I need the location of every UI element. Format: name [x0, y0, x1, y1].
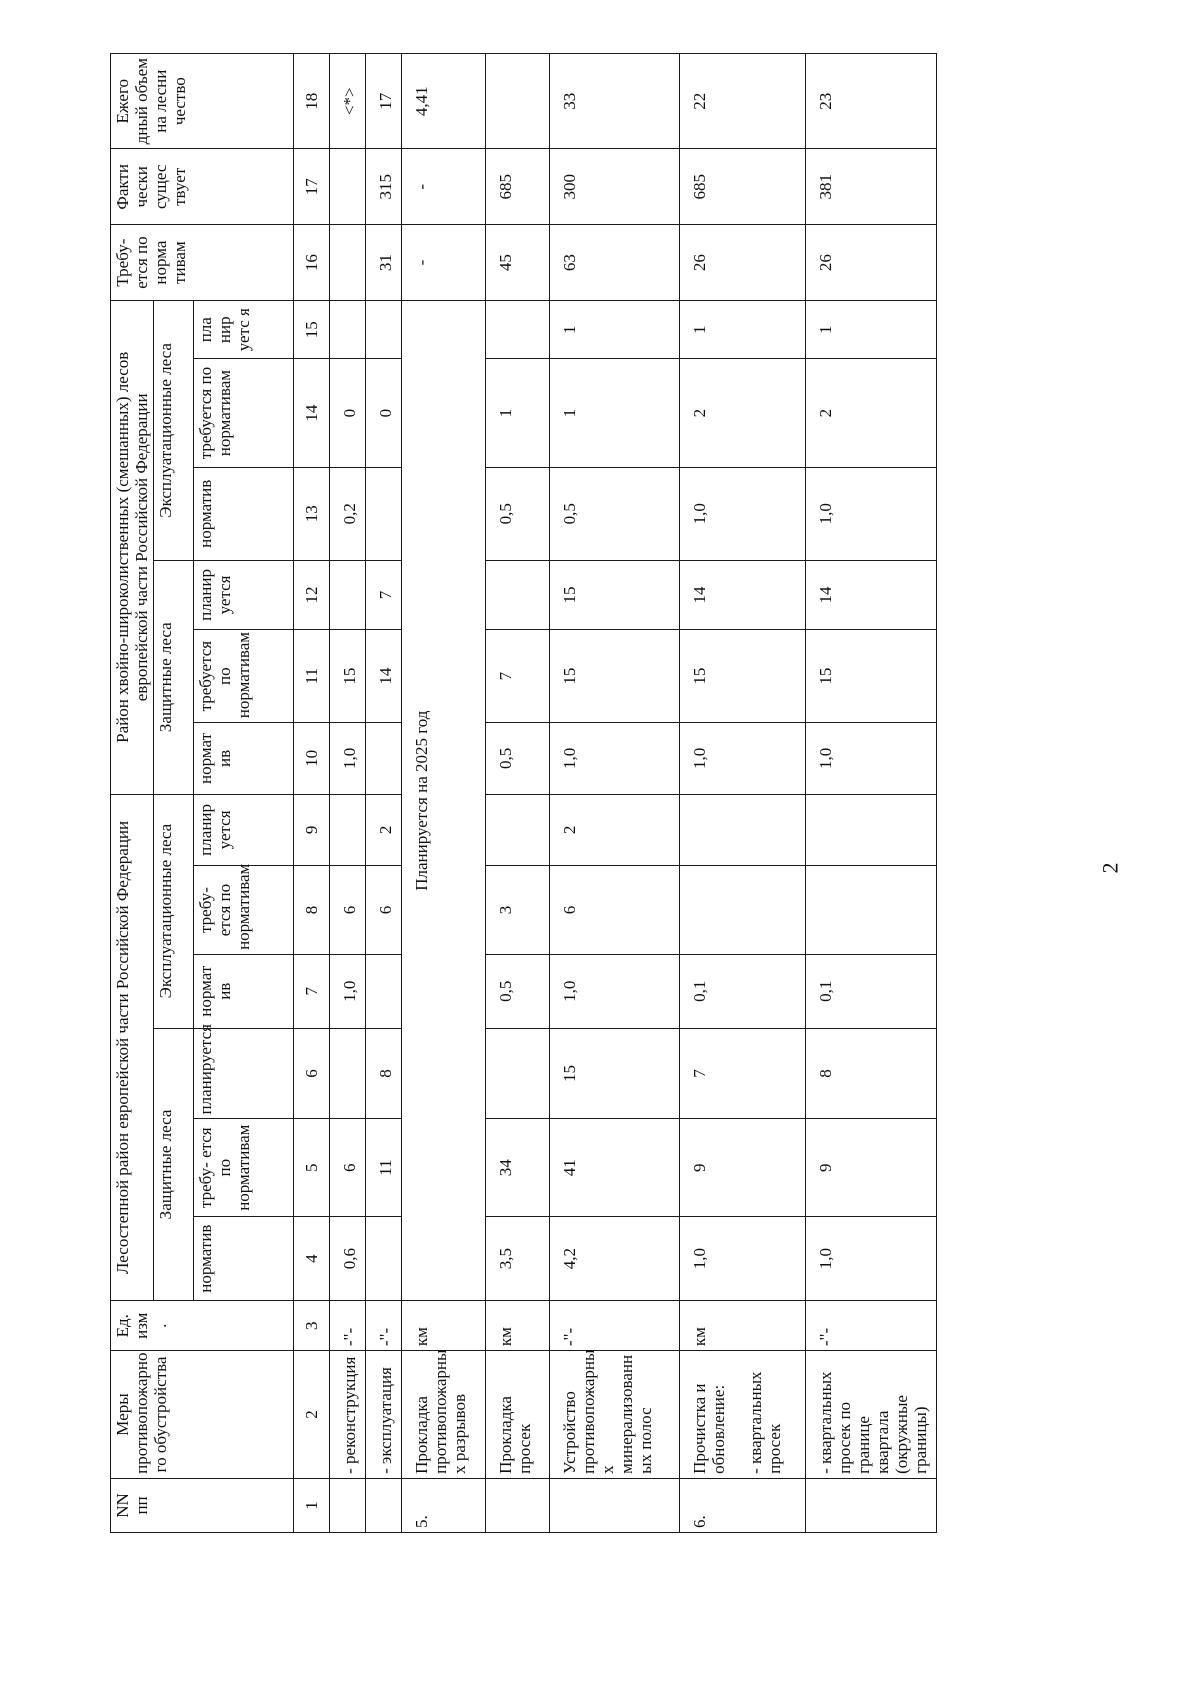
cell: 0	[330, 359, 366, 467]
cell: 1	[486, 359, 550, 467]
cell: 17	[366, 54, 402, 149]
cell: 1,0	[330, 723, 366, 794]
cell	[330, 794, 366, 866]
cell: 15	[550, 630, 680, 723]
fire-measures-table	[110, 53, 937, 1533]
hdr-exploit-1: Эксплуатационные леса	[154, 794, 194, 1028]
cell: 41	[550, 1119, 680, 1216]
cell: 685	[486, 149, 550, 225]
cell: 3	[486, 866, 550, 955]
column-number: 4	[294, 1216, 330, 1300]
cell: 685	[680, 149, 806, 225]
cell	[330, 225, 366, 301]
cell	[366, 1478, 402, 1532]
cell: 45	[486, 225, 550, 301]
cell: 5.	[402, 1478, 486, 1532]
column-numbers-row	[294, 54, 330, 1533]
cell: 7	[366, 560, 402, 629]
cell: 15	[550, 1028, 680, 1119]
table-row	[402, 54, 486, 1533]
cell: 0,1	[680, 954, 806, 1028]
hdr-region1: Лесостепной район европейской части Российской Федерации	[111, 794, 154, 1301]
cell: Прокладка противопожарны х разрывов	[402, 1351, 486, 1479]
hdr-region2: Район хвойно-широколиственных (смешанных) лесов европейской части Российской Федерации	[111, 300, 154, 794]
hdr-plan: планир уется	[194, 560, 294, 629]
cell	[366, 954, 402, 1028]
column-number: 10	[294, 723, 330, 794]
cell	[486, 1478, 550, 1532]
table-row	[366, 54, 402, 1533]
cell: Прокладка просек	[486, 1351, 550, 1479]
cell: 14	[366, 630, 402, 723]
cell: 26	[680, 225, 806, 301]
cell: 2	[806, 359, 937, 467]
hdr-norm: норматив	[194, 1216, 294, 1300]
page-number: 2	[1097, 862, 1123, 874]
cell: -	[402, 149, 486, 225]
column-number: 2	[294, 1351, 330, 1479]
column-number: 3	[294, 1301, 330, 1351]
hdr-actual: Факти чески сущес твует	[111, 149, 294, 225]
hdr-req: требу- ется по нормативам	[194, 866, 294, 955]
column-number: 15	[294, 300, 330, 359]
hdr-protective-2: Защитные леса	[154, 560, 194, 794]
cell: 9	[680, 1119, 806, 1216]
table-row	[330, 54, 366, 1533]
cell: 0,2	[330, 467, 366, 560]
hdr-plan: планир уется	[194, 794, 294, 866]
cell	[486, 560, 550, 629]
hdr-protective-1: Защитные леса	[154, 1028, 194, 1301]
cell	[486, 300, 550, 359]
cell	[486, 794, 550, 866]
cell: - реконструкция	[330, 1351, 366, 1479]
cell: 8	[806, 1028, 937, 1119]
column-number: 13	[294, 467, 330, 560]
column-number: 8	[294, 866, 330, 955]
cell	[680, 866, 806, 955]
column-number: 5	[294, 1119, 330, 1216]
column-number: 18	[294, 54, 330, 149]
cell: 1	[806, 300, 937, 359]
hdr-measures: Меры противопожарно го обустройства	[111, 1351, 294, 1479]
cell: 2	[680, 359, 806, 467]
cell: 15	[550, 560, 680, 629]
cell: 1,0	[806, 1216, 937, 1300]
cell	[366, 300, 402, 359]
cell: 1,0	[550, 723, 680, 794]
hdr-req: требу- ется по нормативам	[194, 1119, 294, 1216]
cell: -"-	[366, 1301, 402, 1351]
column-number: 7	[294, 954, 330, 1028]
cell: 9	[806, 1119, 937, 1216]
column-number: 6	[294, 1028, 330, 1119]
cell: км	[402, 1301, 486, 1351]
cell	[330, 1028, 366, 1119]
cell: -"-	[330, 1301, 366, 1351]
cell	[486, 54, 550, 149]
cell: 381	[806, 149, 937, 225]
cell	[806, 866, 937, 955]
cell	[330, 1478, 366, 1532]
row-title: Прочистка и обновление:	[690, 1383, 728, 1474]
cell: 1,0	[806, 723, 937, 794]
hdr-norm: норматив	[194, 467, 294, 560]
cell: 1	[550, 359, 680, 467]
hdr-req: требуется по нормативам	[194, 359, 294, 467]
table-row	[806, 54, 937, 1533]
cell	[330, 560, 366, 629]
cell: 1	[680, 300, 806, 359]
cell: 1,0	[680, 1216, 806, 1300]
cell: 1,0	[680, 723, 806, 794]
cell: 7	[680, 1028, 806, 1119]
cell: 34	[486, 1119, 550, 1216]
cell: 15	[680, 630, 806, 723]
column-number: 12	[294, 560, 330, 629]
hdr-exploit-2: Эксплуатационные леса	[154, 300, 194, 560]
cell: 315	[366, 149, 402, 225]
hdr-req: требуется по нормативам	[194, 630, 294, 723]
cell	[486, 1028, 550, 1119]
cell	[366, 723, 402, 794]
cell: 0,5	[486, 723, 550, 794]
hdr-unit: Ед. изм .	[111, 1301, 294, 1351]
rotated-table-page	[110, 53, 1060, 1533]
column-number: 1	[294, 1478, 330, 1532]
cell: 0,5	[486, 467, 550, 560]
hdr-nn: NN пп	[111, 1478, 294, 1532]
column-number: 16	[294, 225, 330, 301]
cell: 63	[550, 225, 680, 301]
table-row	[680, 54, 806, 1533]
row-subtitle: - квартальных просек	[746, 1371, 784, 1474]
hdr-plan: пла нир уетс я	[194, 300, 294, 359]
hdr-norm: нормат ив	[194, 954, 294, 1028]
cell	[366, 1216, 402, 1300]
cell	[330, 300, 366, 359]
cell: -"-	[806, 1301, 937, 1351]
plan-note: Планируется на 2025 год	[402, 300, 486, 1300]
cell: 4,2	[550, 1216, 680, 1300]
cell: 1,0	[680, 467, 806, 560]
cell: 1,0	[806, 467, 937, 560]
cell: - эксплуатация	[366, 1351, 402, 1479]
cell: 15	[806, 630, 937, 723]
cell: 14	[806, 560, 937, 629]
cell: 2	[366, 794, 402, 866]
cell: 26	[806, 225, 937, 301]
column-number: 9	[294, 794, 330, 866]
cell	[806, 794, 937, 866]
cell: 1,0	[330, 954, 366, 1028]
table-row	[550, 54, 680, 1533]
cell: 0,5	[486, 954, 550, 1028]
cell: 4,41	[402, 54, 486, 149]
cell: - квартальных просек по границе квартала (окружные границы)	[806, 1351, 937, 1479]
cell: 6	[330, 1119, 366, 1216]
hdr-required: Требу- ется по норма тивам	[111, 225, 294, 301]
cell: 0,5	[550, 467, 680, 560]
hdr-plan: планируется	[194, 1028, 294, 1119]
cell: км	[486, 1301, 550, 1351]
table-row	[486, 54, 550, 1533]
cell	[366, 467, 402, 560]
cell: 31	[366, 225, 402, 301]
column-number: 14	[294, 359, 330, 467]
cell: 3,5	[486, 1216, 550, 1300]
cell	[680, 1351, 806, 1479]
cell: -"-	[550, 1301, 680, 1351]
cell: 14	[680, 560, 806, 629]
cell: 300	[550, 149, 680, 225]
column-number: 17	[294, 149, 330, 225]
cell	[806, 1478, 937, 1532]
cell: 0,1	[806, 954, 937, 1028]
cell: 6	[366, 866, 402, 955]
cell: 6.	[680, 1478, 806, 1532]
cell: 7	[486, 630, 550, 723]
cell: <*>	[330, 54, 366, 149]
cell	[680, 794, 806, 866]
cell: 2	[550, 794, 680, 866]
cell	[550, 1478, 680, 1532]
cell: -	[402, 225, 486, 301]
cell: 23	[806, 54, 937, 149]
cell	[330, 149, 366, 225]
column-number: 11	[294, 630, 330, 723]
cell: 15	[330, 630, 366, 723]
cell: 0	[366, 359, 402, 467]
cell: Устройство противопожарны х минерализованн ых полос	[550, 1351, 680, 1479]
cell: 6	[550, 866, 680, 955]
cell: 1,0	[550, 954, 680, 1028]
cell: 22	[680, 54, 806, 149]
cell: 11	[366, 1119, 402, 1216]
cell: 1	[550, 300, 680, 359]
hdr-norm: нормат ив	[194, 723, 294, 794]
cell: 0,6	[330, 1216, 366, 1300]
cell: 6	[330, 866, 366, 955]
cell: 8	[366, 1028, 402, 1119]
cell: км	[680, 1301, 806, 1351]
cell: 33	[550, 54, 680, 149]
hdr-annual: Ежего дный объем на лесни чество	[111, 54, 294, 149]
